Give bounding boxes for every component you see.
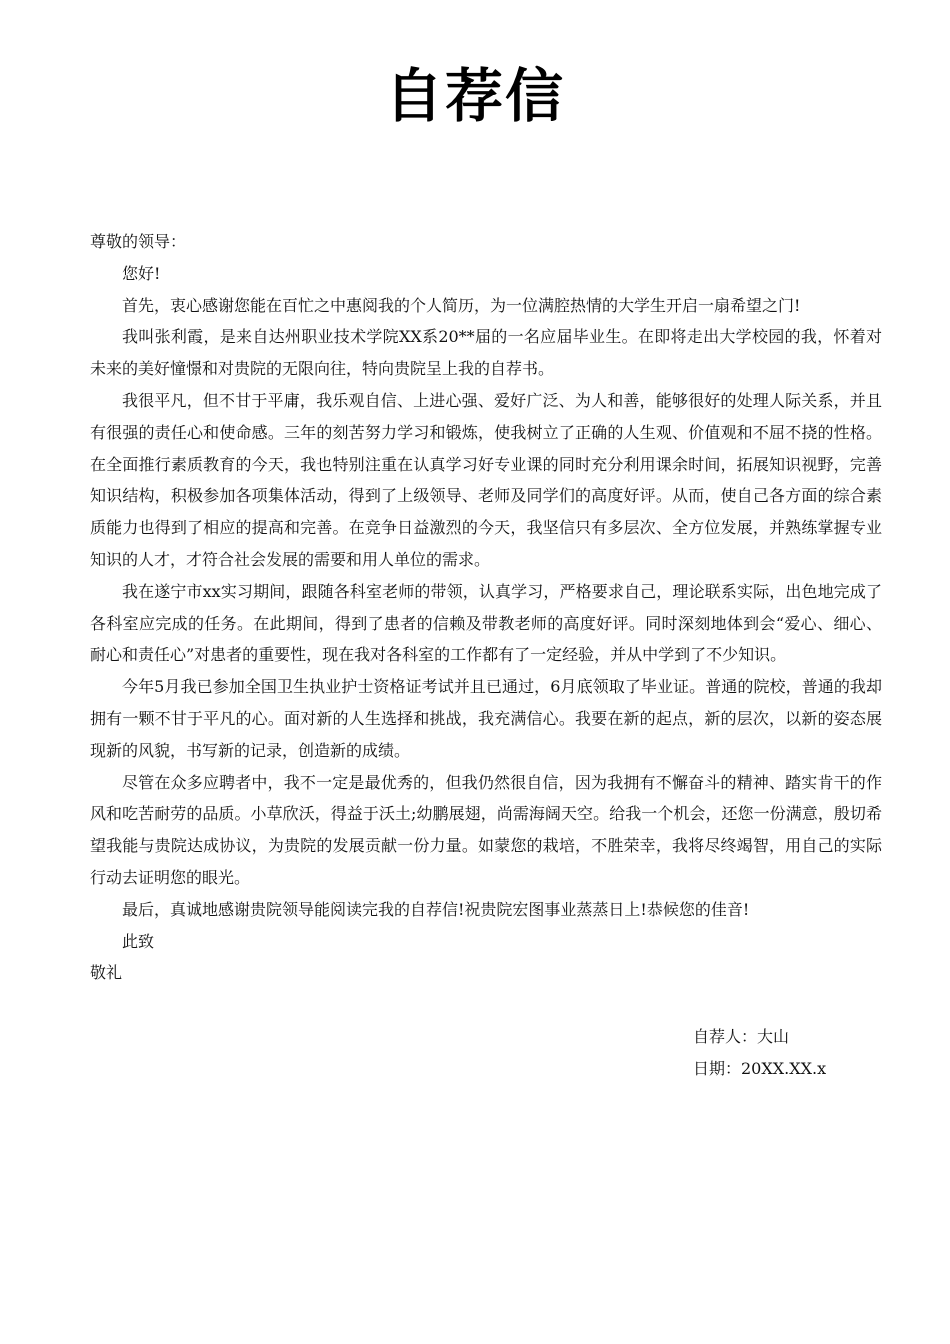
signature-block — [693, 1021, 826, 1085]
salutation: 尊敬的领导： — [90, 232, 187, 251]
signer-name: 自荐人：大山 — [693, 1027, 790, 1046]
paragraph-internship: 我在遂宁市xx实习期间，跟随各科室老师的带领，认真学习，严格要求自己，理论联系实际，出色地完成了各科室应完成的任务。在此期间，得到了患者的信赖及带教老师的高度好评。同时深刻地体到会“爱心、细心、耐心和责任心”对患者的重要性，现在我对各科室的工作都有了一定经验，并从中学到了不少知识。 — [90, 581, 882, 665]
signature-date: 日期：20XX.XX.x — [693, 1058, 827, 1078]
paragraph-intro: 首先，衷心感谢您能在百忙之中惠阅我的个人简历，为一位满腔热情的大学生开启一扇希望之门! — [122, 295, 801, 315]
paragraph-confidence: 尽管在众多应聘者中，我不一定是最优秀的，但我仍然很自信，因为我拥有不懈奋斗的精神、踏实肯干的作风和吃苦耐劳的品质。小草欣沃，得益于沃土;幼鹏展翅，尚需海阔天空。给我一个机会，还您一份满意，殷切希望我能与贵院达成协议，为贵院的发展贡献一份力量。如蒙您的栽培，不胜荣幸，我将尽终竭智，用自己的实际行动去证明您的眼光。 — [90, 772, 882, 887]
paragraph-personality: 我很平凡，但不甘于平庸，我乐观自信、上进心强、爱好广泛、为人和善，能够很好的处理人际关系，并且有很强的责任心和使命感。三年的刻苦努力学习和锻炼，使我树立了正确的人生观、价值观和不屈不挠的性格。在全面推行素质教育的今天，我也特别注重在认真学习好专业课的同时充分利用课余时间，拓展知识视野，完善知识结构，积极参加各项集体活动，得到了上级领导、老师及同学们的高度好评。从而，使自己各方面的综合素质能力也得到了相应的提高和完善。在竞争日益激烈的今天，我坚信只有多层次、全方位发展，并熟练掌握专业知识的人才，才符合社会发展的需要和用人单位的需求。 — [90, 390, 882, 569]
letter-body — [90, 226, 882, 989]
document-title: 自荐信 — [384, 62, 565, 130]
paragraph-self-introduction: 我叫张利霞，是来自达州职业技术学院XX系20**届的一名应届毕业生。在即将走出大学校园的我，怀着对未来的美好憧憬和对贵院的无限向往，特向贵院呈上我的自荐书。 — [90, 327, 882, 379]
paragraph-certification: 今年5月我已参加全国卫生执业护士资格证考试并且已通过，6月底领取了毕业证。普通的院校，普通的我却拥有一颗不甘于平凡的心。面对新的人生选择和挑战，我充满信心。我要在新的起点，新的层次，以新的姿态展现新的风貌，书写新的记录，创造新的成绩。 — [90, 677, 882, 760]
closing-cizhi: 此致 — [122, 931, 155, 951]
greeting: 您好! — [122, 263, 161, 283]
closing-jingli: 敬礼 — [90, 963, 123, 983]
paragraph-thanks: 最后，真诚地感谢贵院领导能阅读完我的自荐信!祝贵院宏图事业蒸蒸日上!恭候您的佳音! — [122, 899, 750, 919]
